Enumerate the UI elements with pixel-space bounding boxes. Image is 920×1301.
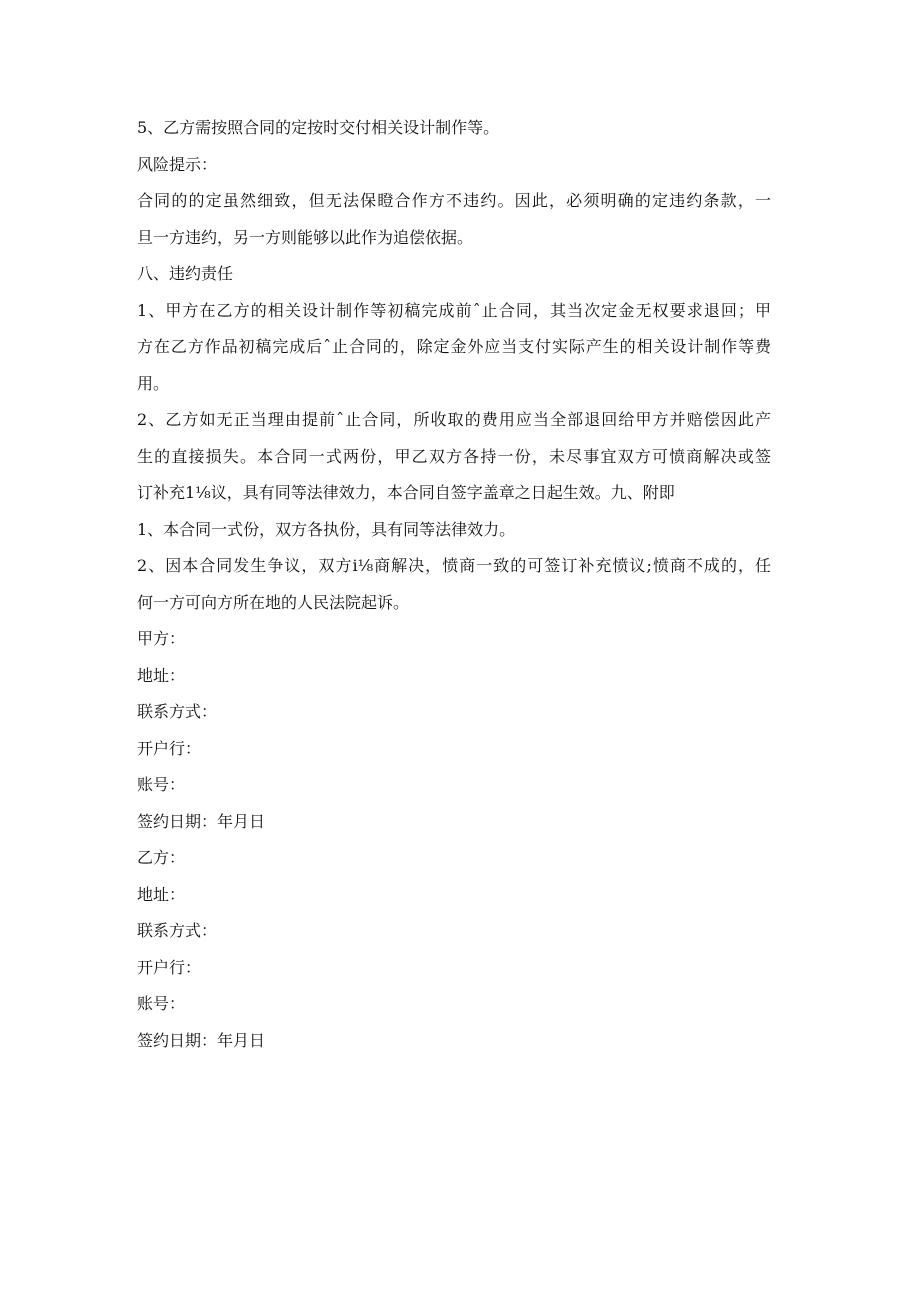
text-line: 用。 [137,373,170,393]
text-line: 甲方： [137,629,186,648]
text-line: 地址： [137,884,186,904]
text-line: 2、乙方如无正当理由提前ˆ止合同，所收取的费用应当全部退回给甲方并赔偿因此产 [137,410,771,429]
text-line: 签约日期：年月日 [137,1030,266,1050]
text-line: 地址： [137,665,186,685]
text-line: 5、乙方需按照合同的定按时交付相关设计制作等。 [137,118,500,137]
text-line: 联系方式： [137,921,218,940]
text-line: 联系方式： [137,702,218,721]
text-line: 合同的的定虽然细致，但无法保瞪合作方不违约。因此，必须明确的定违约条款，一 [137,191,771,210]
text-line: 订补充1⅛议，具有同等法律效力，本合同自签字盖章之日起生效。九、附即 [137,483,675,502]
text-line: 风险提示： [137,154,218,174]
text-line: 1、本合同一式份，双方各执份，具有同等法律效力。 [137,519,516,539]
text-line: 开户行： [137,957,202,977]
text-line: 签约日期：年月日 [137,811,266,831]
text-line: 生的直接损失。本合同一式两份，甲乙双方各持一份，未尽事宜双方可愤商解决或签 [137,446,771,466]
text-line: 何一方可向方所在地的人民法院起诉。 [137,592,410,612]
text-line: 方在乙方作品初稿完成后ˆ止合同的，除定金外应当支付实际产生的相关设计制作等费 [137,337,771,356]
text-line: 乙方： [137,848,186,867]
document-page [137,116,771,1065]
text-line: 开户行： [137,738,202,758]
text-line: 八、违约责任 [137,264,234,283]
text-line: 旦一方违约，另一方则能够以此作为追偿依据。 [137,227,474,247]
text-line: 账号： [137,775,186,794]
text-line: 2、因本合同发生争议，双方i⅛商解决，愤商一致的可签订补充愤议;愤商不成的，任 [137,556,771,575]
text-line: 账号： [137,994,186,1013]
text-line: 1、甲方在乙方的相关设计制作等初稿完成前ˆ止合同，其当次定金无权要求退回；甲 [137,300,771,320]
